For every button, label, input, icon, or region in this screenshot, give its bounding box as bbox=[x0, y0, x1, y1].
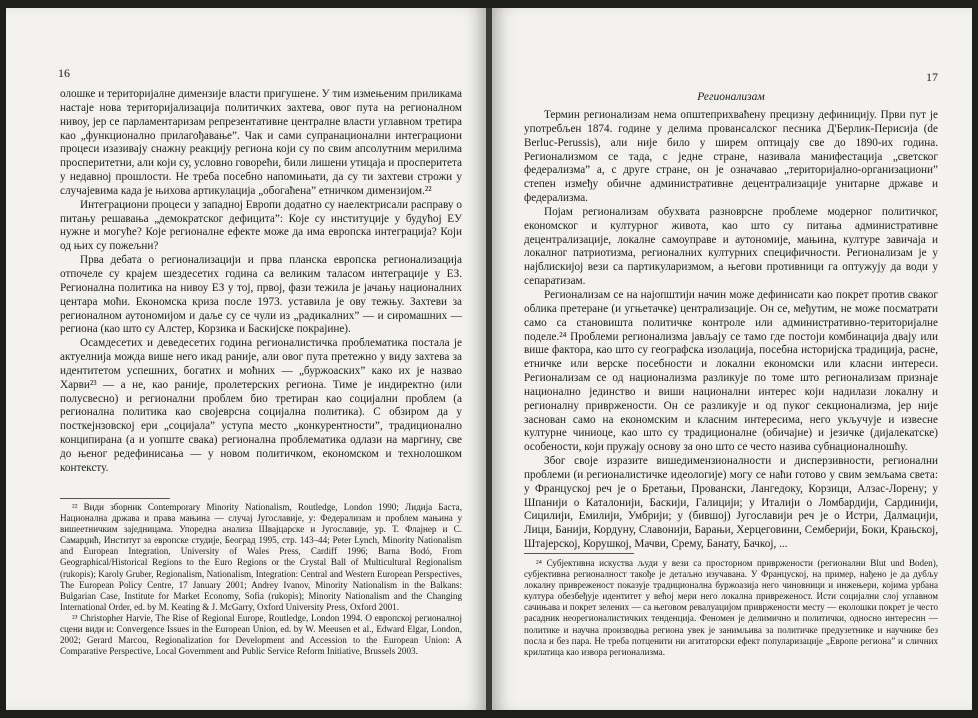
body-text bbox=[60, 88, 462, 476]
left-page bbox=[6, 8, 486, 710]
paragraph: Због своје изразите вишедимензионалности и дисперзивности, регионални проблеми (и регионалистичке идеологије) могу се наћи готово у свим земљама света: у Француској реч је о Бретањи, Провански, Лангедоку, Корзици, Алзас-Лорену; у Шпанији о Каталонији, Баскији, Галицији; у Италији о Ломбардији, Сардинији, Сицилији, Емилији, Умбрији; у (бившој) Југославији реч је о Истри, Далмацији, Лици, Банији, Кордуну, Славонији, Барањи, Херцеговини, Семберији, Боки, Крањској, Штајерској, Корушкој, Мачви, Срему, Банату, Бачкој, ... bbox=[524, 455, 938, 551]
page-number: 16 bbox=[58, 66, 70, 80]
footnotes bbox=[60, 502, 462, 657]
paragraph: Појам регионализам обухвата разноврсне проблеме модерног политичког, економског и културног живота, као што су питања административне децентрализације, локалне самоуправе и аутономије, мањина, културе завичаја и локалног патриотизма, регионалних културних специфичности. Регионализам је у најблискијој вези са партикуларизмом, а његови противници га оптужују да води у сепаратизам. bbox=[524, 205, 938, 288]
footnote-rule bbox=[60, 498, 170, 499]
right-page bbox=[492, 8, 972, 710]
footnotes bbox=[524, 558, 938, 658]
footnote: ²² Види зборник Contemporary Minority Nationalism, Routledge, London 1990; Лидија Баста, Национална држава и права мањина — случај Југославије, у: Федерализам и проблем мањина у вишеетничким заједницама. Упоредна анализа Швајцарске и Југославије, ур. Т. Флајнер и С. Самарџић, Институт за европске студије, Београд 1995, стр. 143–44; Peter Lynch, Minority Nationalism and European Integration, University of Wales Press, Cardiff 1996; Barna Bodó, From Geographical/Historical Regions to the Euro Regions or the Crystal Ball of Multicultural Regionalism (rukopis); Karoly Gruber, Regionalism, Nationalism, Integration: Central and Western European Perspectives, The European Policy Centre, 17 January 2001; Andrey Ivanov, Minority Nationalism in the Balkans: Bulgarian Case, Institute for Market Economy, Sofia (rukopis); Minority Nationalism and the Changing International Order, ed. by M. Keating & J. McGarry, Oxford University Press, Oxford 2001. bbox=[60, 502, 462, 612]
page-number: 17 bbox=[926, 70, 938, 84]
footnote: ²⁴ Субјективна искуства људи у вези са просторном привржености (регионални Blut und Boden), субјективна регионалност такође је детаљно изучавана. У Француској, на пример, нађено је да дубљу локалну привреженост показује традиционална буржоазија него чиновници и инжењери, којима урбана култура обезбеђује идентитет у већој мери него локална привреженост. Исти социјални слој углавном сачињава и покрет зелених — са његовом ревалуацијом привржености месту — еколошки покрет је често расадник неорегионалистичких тенденција. Феномен је делимично и политички, односно интереснн — политике и научна производња региона увек је занимљива за политичке предузетнике и научнике без посла и без пара. Не треба потценити ни агитаторски ефект популаризације „Европе региона” и сличних крилатица као извора регионализма. bbox=[524, 558, 938, 657]
paragraph: Прва дебата о регионализацији и прва планска европска регионализација отпочеле су крајем шездесетих година са великим таласом интеграције у ЕЗ. Регионална политика на нивоу ЕЗ у тој, првој, фази тежила је јачању националних центара моћи. Економска криза после 1973. уставила је ову тежњу. Захтеви за регионалном аутономијом и даље су се чули из „радикалних” — и сиромашних — региона (као што су Алстер, Корзика и Баскијске покрајине). bbox=[60, 254, 462, 336]
body-text bbox=[524, 109, 938, 552]
footnote: ²³ Christopher Harvie, The Rise of Regional Europe, Routledge, London 1994. О европској регионалној сцени види и: Convergence Issues in the European Union, ed. by W. Meeusen et al., Edward Elgar, London, 2002; Gerard Marcou, Regionalization for Development and Accession to the European Union: A Comparative Perspective, Local Government and Public Service Reform Initiative, Brussels 2003. bbox=[60, 612, 462, 657]
section-heading: Регионализам bbox=[524, 91, 938, 103]
paragraph: Осамдесетих и деведесетих година регионалистичка проблематика постала је актуелнија можда више него икад раније, али овог пута претежно у виду захтева за идентитетом успешних, богатих и моћних — „буржоаских” како их је назвао Харви²³ — а не, као раније, пролетерских региона. Тиме је индиректно (или полусвесно) и регионални проблем био третиран као социјални проблем (а регионална политика као својеврсна социјална политика). С обзиром да у посткејнзовској ери „социјала” уступа место „конкурентности”, традиционално конципирана (а и уопште свака) регионална проблематика одлази на маргину, све до њеног редефинисања — у новом политичком, економском и технолошком контексту. bbox=[60, 337, 462, 474]
paragraph: Термин регионализам нема општеприхваћену прецизну дефиницију. Први пут је употребљен 1874. године у делима провансалског песника Д'Берлик-Перисија (de Berluc-Perussis), али није било у ширем оптицају све до 1890-их година. Регионализмом се тада, с једне стране, називала манифестација „светског федерализма” а, с друге стране, он је означавао „територијално-организациони” степен између обичне административне децентрализације унитарне државе и федерализма. bbox=[524, 109, 938, 205]
footnote-rule bbox=[524, 553, 634, 554]
paragraph: Регионализам се на најопштији начин може дефинисати као покрет против сваког облика претеране (и угњетачке) централизације. Он се, међутим, не може посматрати само са становишта политичке контроле или административно-територијалне поделе.²⁴ Проблеми регионализма јављају се тамо где постоји комбинација двају или више фактора, као што су географска изолација, посебна историјска традиција, расне, етничке или верске посебности и локални економски или класни интереси. Регионализам се од национализма разликује по томе што регионализам признаје национално јединство и виши национални интерес који надилази локалну и регионалну привржености. Он се разликује и од пуког секционализма, јер није заснован само на економским и класним интересима, него укључује и извесне културне чиниоце, као што су традиционалне (обичајне) и језичке (дијалекатске) особености, који пружају основу за оно што се често назива субнационалношћу. bbox=[524, 288, 938, 454]
paragraph: Интеграциони процеси у западној Европи додатно су наелектрисали расправу о питању решавања „демократског дефицита”: Које су институције у будућој ЕУ нужне и могуће? Које регионалне ефекте може да има европска интеграција? Који од њих су пожељни? bbox=[60, 198, 462, 253]
paragraph: олошке и територијалне димензије власти пригушене. У тим измењеним приликама настаје нова територијализација политичких захтева, овог пута на регионалном нивоу, јер се парламентаризам репрезентативне централне власти углавном третира као „функционално прилагођавање”. Чак и сами супранационални интеграциони процеси изазивају снажну реакцију региона који су по свим апсолутним мерилима просперитетни, али који су, условно говорећи, били лишени утицаја и просперитета у недавној прошлости. Не треба посебно напомињати, да су ти захтеви строжи у случајевима када је њихова артикулација „обогаћена” етничком димензијом.²² bbox=[60, 88, 462, 197]
